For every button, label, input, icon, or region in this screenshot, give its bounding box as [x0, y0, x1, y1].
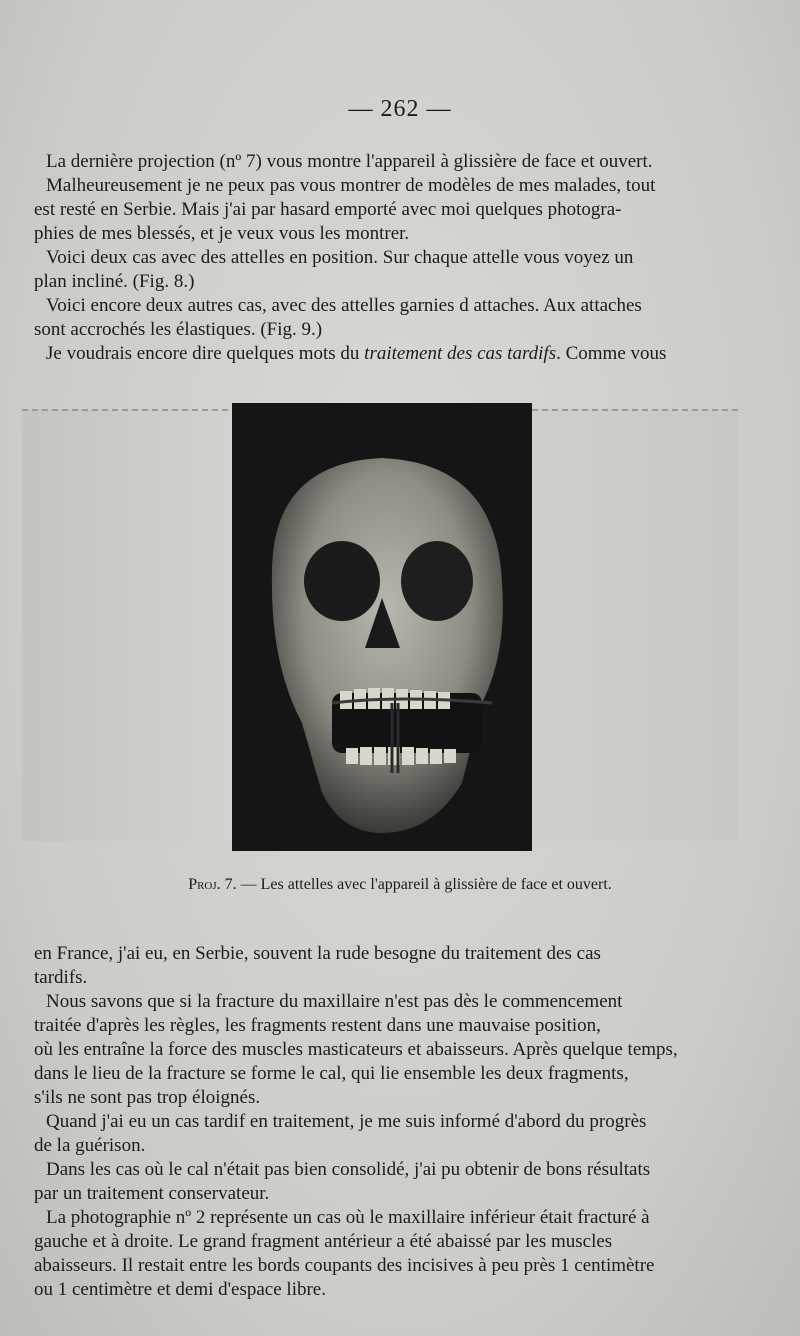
- figure-label: Proj. 7.: [188, 876, 237, 893]
- text-line: Voici encore deux autres cas, avec des attelles garnies d attaches. Aux attaches: [46, 295, 642, 316]
- text-line: sont accrochés les élastiques. (Fig. 9.): [34, 319, 323, 340]
- text-line: de la guérison.: [34, 1135, 146, 1156]
- text-line: abaisseurs. Il restait entre les bords coupants des incisives à peu près 1 centimètre: [34, 1255, 655, 1276]
- figure-caption-text: — Les attelles avec l'appareil à glissière de face et ouvert.: [240, 876, 612, 893]
- paragraph-bottom: [34, 942, 734, 1302]
- skull-image: [232, 403, 532, 851]
- text-line: est resté en Serbie. Mais j'ai par hasard emporté avec moi quelques photogra-: [34, 199, 622, 220]
- text-line: où les entraîne la force des muscles masticateurs et abaisseurs. Après quelque temps,: [34, 1039, 678, 1060]
- text-line: en France, j'ai eu, en Serbie, souvent la rude besogne du traitement des cas: [34, 943, 601, 964]
- italic-phrase: traitement des cas tardifs: [364, 343, 557, 364]
- text-line: Voici deux cas avec des attelles en position. Sur chaque attelle vous voyez un: [46, 247, 634, 268]
- text-line: Nous savons que si la fracture du maxillaire n'est pas dès le commencement: [46, 991, 623, 1012]
- paragraph-top: [34, 150, 734, 366]
- text-line: phies de mes blessés, et je veux vous les montrer.: [34, 223, 410, 244]
- text-line: Dans les cas où le cal n'était pas bien consolidé, j'ai pu obtenir de bons résultats: [46, 1159, 651, 1180]
- text-line: Quand j'ai eu un cas tardif en traitement, je me suis informé d'abord du progrès: [46, 1111, 647, 1132]
- text-line: par un traitement conservateur.: [34, 1183, 270, 1204]
- text-line: ou 1 centimètre et demi d'espace libre.: [34, 1279, 326, 1300]
- text-line: plan incliné. (Fig. 8.): [34, 271, 195, 292]
- text-line: dans le lieu de la fracture se forme le cal, qui lie ensemble les deux fragments,: [34, 1063, 629, 1084]
- text-line: tardifs.: [34, 967, 88, 988]
- text-line: La photographie nº 2 représente un cas où le maxillaire inférieur était fracturé à: [46, 1207, 650, 1228]
- skull-photograph: [232, 403, 532, 851]
- text-line: La dernière projection (nº 7) vous montre l'appareil à glissière de face et ouvert.: [46, 151, 653, 172]
- figure-caption: [0, 876, 800, 894]
- text-line: gauche et à droite. Le grand fragment antérieur a été abaissé par les muscles: [34, 1231, 613, 1252]
- text-line: s'ils ne sont pas trop éloignés.: [34, 1087, 261, 1108]
- text-line-with-italic: Je voudrais encore dire quelques mots du traitement des cas tardifs. Comme vous: [46, 343, 667, 364]
- page-number: — 262 —: [348, 96, 452, 122]
- figure-7: [22, 403, 738, 851]
- text-line: Malheureusement je ne peux pas vous montrer de modèles de mes malades, tout: [46, 175, 656, 196]
- text-line: traitée d'après les règles, les fragments restent dans une mauvaise position,: [34, 1015, 601, 1036]
